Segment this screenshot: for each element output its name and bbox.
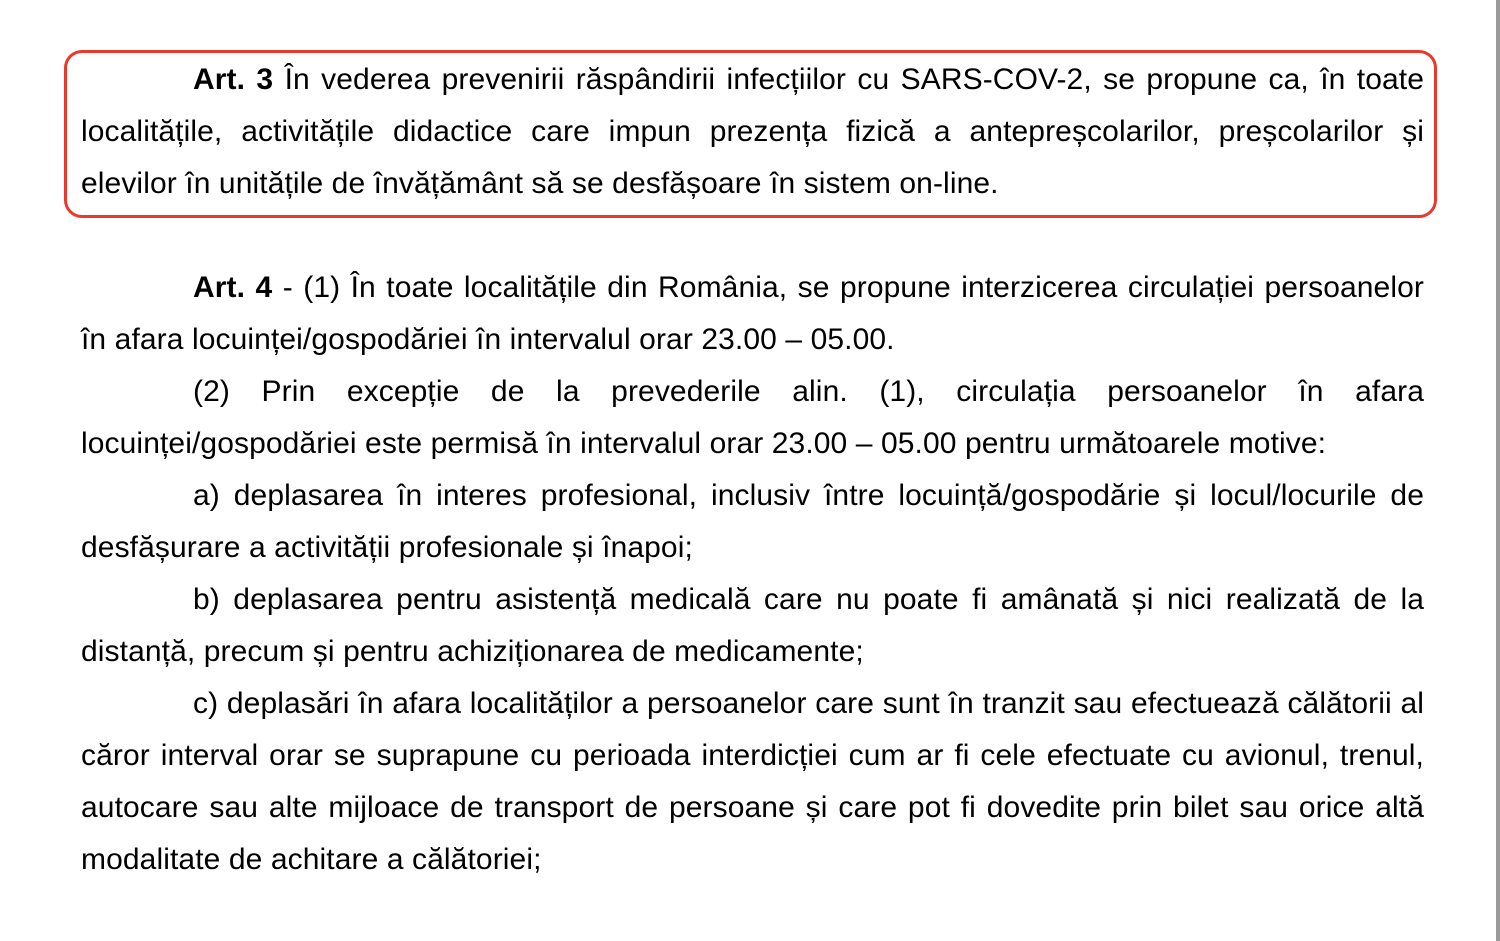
- article-3: [81, 54, 1424, 210]
- article-4: [81, 262, 1424, 886]
- article-4-para-1-text: - (1) În toate localitățile din România, se propune interzicerea circulației persoanelor în afara locuinței/gospodăriei în intervalul orar 23.00 – 05.00.: [81, 271, 1424, 356]
- article-4-label: Art. 4: [193, 271, 273, 304]
- article-4-item-b: b) deplasarea pentru asistență medicală care nu poate fi amânată și nici realizată de la distanță, precum și pentru achiziționarea de medicamente;: [81, 583, 1424, 668]
- article-4-item-c: c) deplasări în afara localităților a persoanelor care sunt în tranzit sau efectuează călătorii al căror interval orar se suprapune cu perioada interdicției cum ar fi cele efectuate cu avionul, trenul, autocare sau alte mijloace de transport de persoane și care pot fi dovedite prin bilet sau orice altă modalitate de achitare a călătoriei;: [81, 687, 1424, 876]
- article-3-label: Art. 3: [193, 63, 274, 96]
- article-4-item-a: a) deplasarea în interes profesional, inclusiv între locuință/gospodărie și locul/locurile de desfășurare a activității profesionale și înapoi;: [81, 479, 1424, 564]
- article-4-paragraph-2: (2) Prin excepție de la prevederile alin. (1), circulația persoanelor în afara locuinței/gospodăriei este permisă în intervalul orar 23.00 – 05.00 pentru următoarele motive:: [81, 375, 1424, 460]
- article-3-paragraph: [81, 54, 1424, 210]
- page-edge-shadow: [1496, 0, 1500, 941]
- article-3-text: În vederea prevenirii răspândirii infecțiilor cu SARS-COV-2, se propune ca, în toate localitățile, activitățile didactice care impun prezența fizică a antepreșcolarilor, preșcolarilor și elevilor în unitățile de învățământ să se desfășoare în sistem on-line.: [81, 63, 1424, 200]
- article-4-paragraph-1: [81, 262, 1424, 366]
